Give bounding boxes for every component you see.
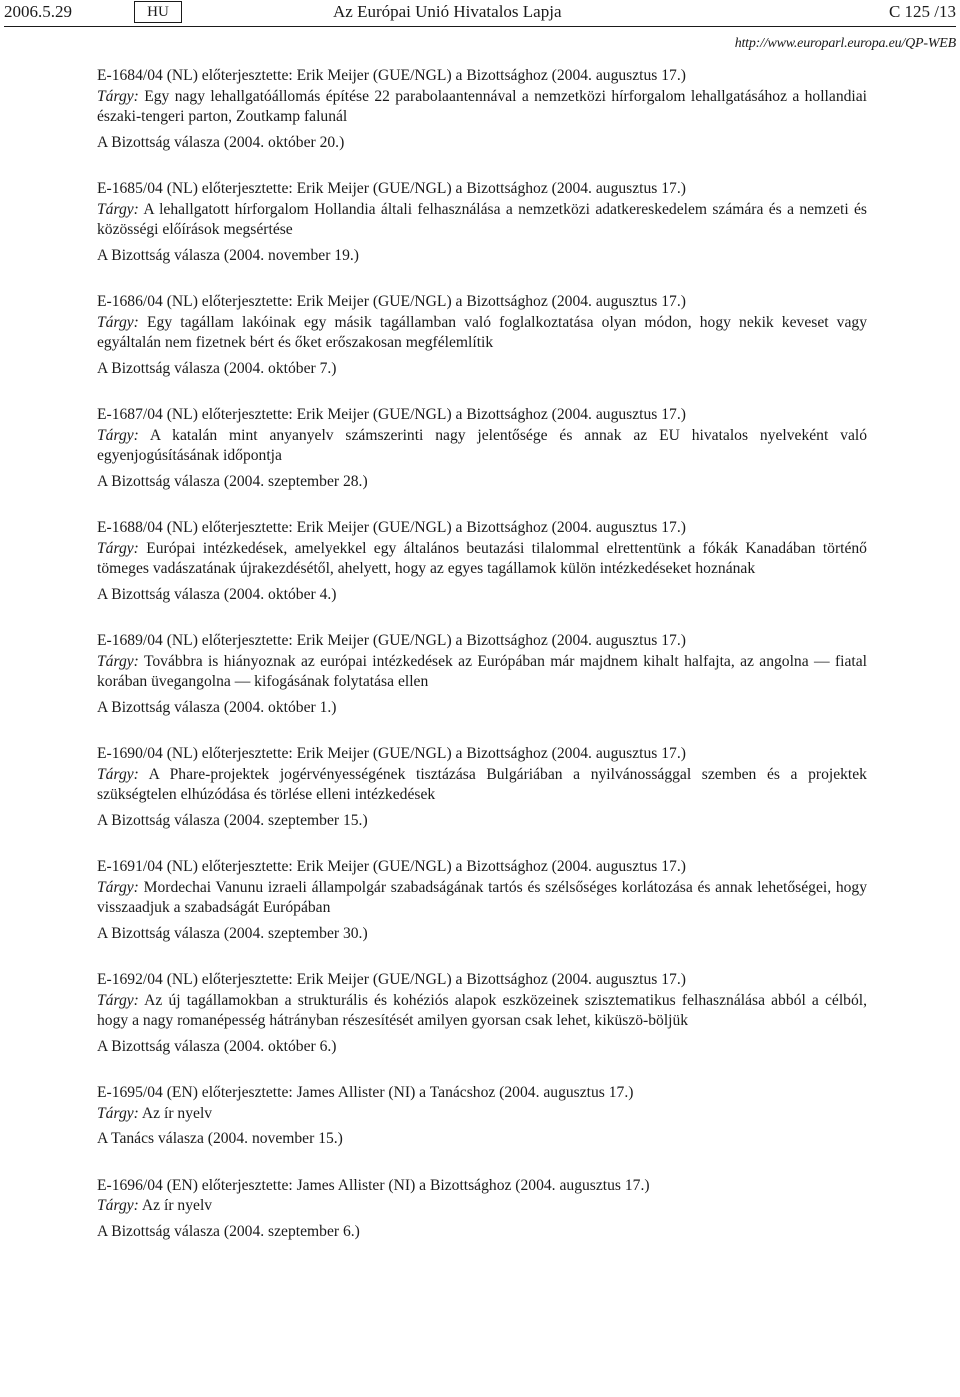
question-subject (97, 313, 867, 354)
answer-line: A Tanács válasza (2004. november 15.) (97, 1130, 343, 1147)
question-heading: E-1690/04 (NL) előterjesztette: Erik Meijer (GUE/NGL) a Bizottsághoz (2004. augusztus 17.) (97, 745, 686, 762)
answer-line: A Bizottság válasza (2004. október 20.) (97, 133, 345, 151)
subject-label: Tárgy: (97, 426, 139, 444)
question-entry (97, 857, 867, 944)
subject-text: Az új tagállamokban a strukturális és kohéziós alapok eszközeinek szisztematikus felhasználása abból a célból, hogy a nagy romanépesség hátrányban részesítését amilyen gyorsan csak lehet, kiküszö-böljük (97, 991, 867, 1029)
subject-label: Tárgy: (97, 1104, 139, 1122)
subject-label: Tárgy: (97, 652, 139, 670)
question-subject (97, 1196, 867, 1217)
question-entry (97, 66, 867, 153)
question-subject (97, 1104, 867, 1125)
language-badge: HU (134, 1, 182, 23)
header-divider (4, 26, 956, 27)
subject-label: Tárgy: (97, 991, 139, 1009)
question-heading: E-1689/04 (NL) előterjesztette: Erik Meijer (GUE/NGL) a Bizottsághoz (2004. augusztus 17.) (97, 632, 686, 649)
answer-line: A Bizottság válasza (2004. szeptember 28.) (97, 472, 368, 490)
subject-text: Az ír nyelv (141, 1104, 213, 1122)
question-entry (97, 1083, 867, 1150)
answer-line: A Bizottság válasza (2004. november 19.) (97, 246, 359, 264)
subject-text: A lehallgatott hírforgalom Hollandia általi felhasználása a nemzetközi adatkereskedelem számára és a nemzeti és közösségi előírások megsértése (97, 200, 867, 238)
subject-text: A Phare-projektek jogérvényességének tisztázása Bulgáriában a nyilvánossággal szemben és a projektek szükségtelen elhúzódása és törlése elleni intézkedések (97, 765, 867, 803)
question-entry (97, 1176, 867, 1243)
question-subject (97, 991, 867, 1032)
question-heading: E-1691/04 (NL) előterjesztette: Erik Meijer (GUE/NGL) a Bizottsághoz (2004. augusztus 17.) (97, 858, 686, 875)
question-heading: E-1684/04 (NL) előterjesztette: Erik Meijer (GUE/NGL) a Bizottsághoz (2004. augusztus 17.) (97, 67, 686, 84)
subject-text: Az ír nyelv (141, 1197, 213, 1214)
question-heading: E-1686/04 (NL) előterjesztette: Erik Meijer (GUE/NGL) a Bizottsághoz (2004. augusztus 17.) (97, 293, 686, 310)
question-subject (97, 87, 867, 128)
question-subject (97, 426, 867, 467)
question-entry (97, 970, 867, 1057)
subject-text: Egy nagy lehallgatóállomás építése 22 parabolaantennával a nemzetközi hírforgalom lehallgatásához a hollandiai északi-tengeri parton, Zoutkamp falunál (97, 87, 867, 125)
question-entry (97, 292, 867, 379)
answer-line: A Bizottság válasza (2004. október 6.) (97, 1037, 337, 1055)
subject-text: Egy tagállam lakóinak egy másik tagállamban való foglalkoztatása olyan módon, hogy nekik keveset vagy egyáltalán nem fizetnek bért és őket erőszakosan megfélemlítik (97, 313, 867, 351)
subject-label: Tárgy: (97, 878, 139, 896)
question-heading: E-1688/04 (NL) előterjesztette: Erik Meijer (GUE/NGL) a Bizottsághoz (2004. augusztus 17.) (97, 519, 686, 536)
page-header (0, 0, 960, 28)
answer-line: A Bizottság válasza (2004. szeptember 30.) (97, 924, 368, 942)
subject-label: Tárgy: (97, 1197, 139, 1214)
question-heading: E-1685/04 (NL) előterjesztette: Erik Meijer (GUE/NGL) a Bizottsághoz (2004. augusztus 17.) (97, 180, 686, 197)
publication-date: 2006.5.29 (4, 2, 72, 21)
answer-line: A Bizottság válasza (2004. október 4.) (97, 585, 337, 603)
answer-line: A Bizottság válasza (2004. október 7.) (97, 359, 337, 377)
question-heading: E-1695/04 (EN) előterjesztette: James Allister (NI) a Tanácshoz (2004. augusztus 17.) (97, 1084, 634, 1101)
page-reference: C 125 /13 (888, 2, 956, 21)
answer-line: A Bizottság válasza (2004. szeptember 15.) (97, 811, 368, 829)
journal-title: Az Európai Unió Hivatalos Lapja (333, 2, 562, 21)
source-link[interactable]: http://www.europarl.europa.eu/QP-WEB (734, 36, 956, 51)
question-heading: E-1696/04 (EN) előterjesztette: James Allister (NI) a Bizottsághoz (2004. augusztus 17.) (97, 1176, 650, 1194)
answer-line: A Bizottság válasza (2004. október 1.) (97, 698, 337, 716)
question-entry (97, 179, 867, 266)
subject-text: A katalán mint anyanyelv számszerinti nagy jelentősége és annak az EU hivatalos nyelveként való egyenjogúsításának időpontja (97, 426, 868, 464)
question-subject (97, 878, 867, 919)
subject-text: Európai intézkedések, amelyekkel egy általános beutazási tilalommal elrettentünk a fókák Kanadában történő tömeges vadászatának újrakezdésétől, ahelyett, hogy az egyes tagállamok külön intézkedéseket hoznának (97, 539, 867, 577)
question-entry (97, 405, 867, 492)
question-subject (97, 200, 867, 241)
subject-text: Mordechai Vanunu izraeli állampolgár szabadságának tartós és szélsőséges korlátozása és annak lehetőségei, hogy visszaadjuk a szabadságát Európában (97, 878, 868, 916)
question-subject (97, 539, 867, 580)
question-entry (97, 744, 867, 831)
subject-label: Tárgy: (97, 765, 139, 783)
question-entry (97, 518, 867, 605)
subject-label: Tárgy: (97, 539, 139, 557)
question-subject (97, 652, 867, 693)
subject-text: Továbbra is hiányoznak az európai intézkedések az Európában már majdnem kihalt halfajta, az angolna — fiatal korában üvegangolna — kifogásának folytatása ellen (97, 652, 867, 690)
question-list (97, 66, 867, 1268)
subject-label: Tárgy: (97, 313, 139, 331)
answer-line: A Bizottság válasza (2004. szeptember 6.) (97, 1222, 360, 1240)
subject-label: Tárgy: (97, 200, 139, 218)
question-heading: E-1687/04 (NL) előterjesztette: Erik Meijer (GUE/NGL) a Bizottsághoz (2004. augusztus 17.) (97, 406, 686, 423)
question-heading: E-1692/04 (NL) előterjesztette: Erik Meijer (GUE/NGL) a Bizottsághoz (2004. augusztus 17.) (97, 971, 686, 988)
question-subject (97, 765, 867, 806)
subject-label: Tárgy: (97, 87, 139, 105)
question-entry (97, 631, 867, 718)
